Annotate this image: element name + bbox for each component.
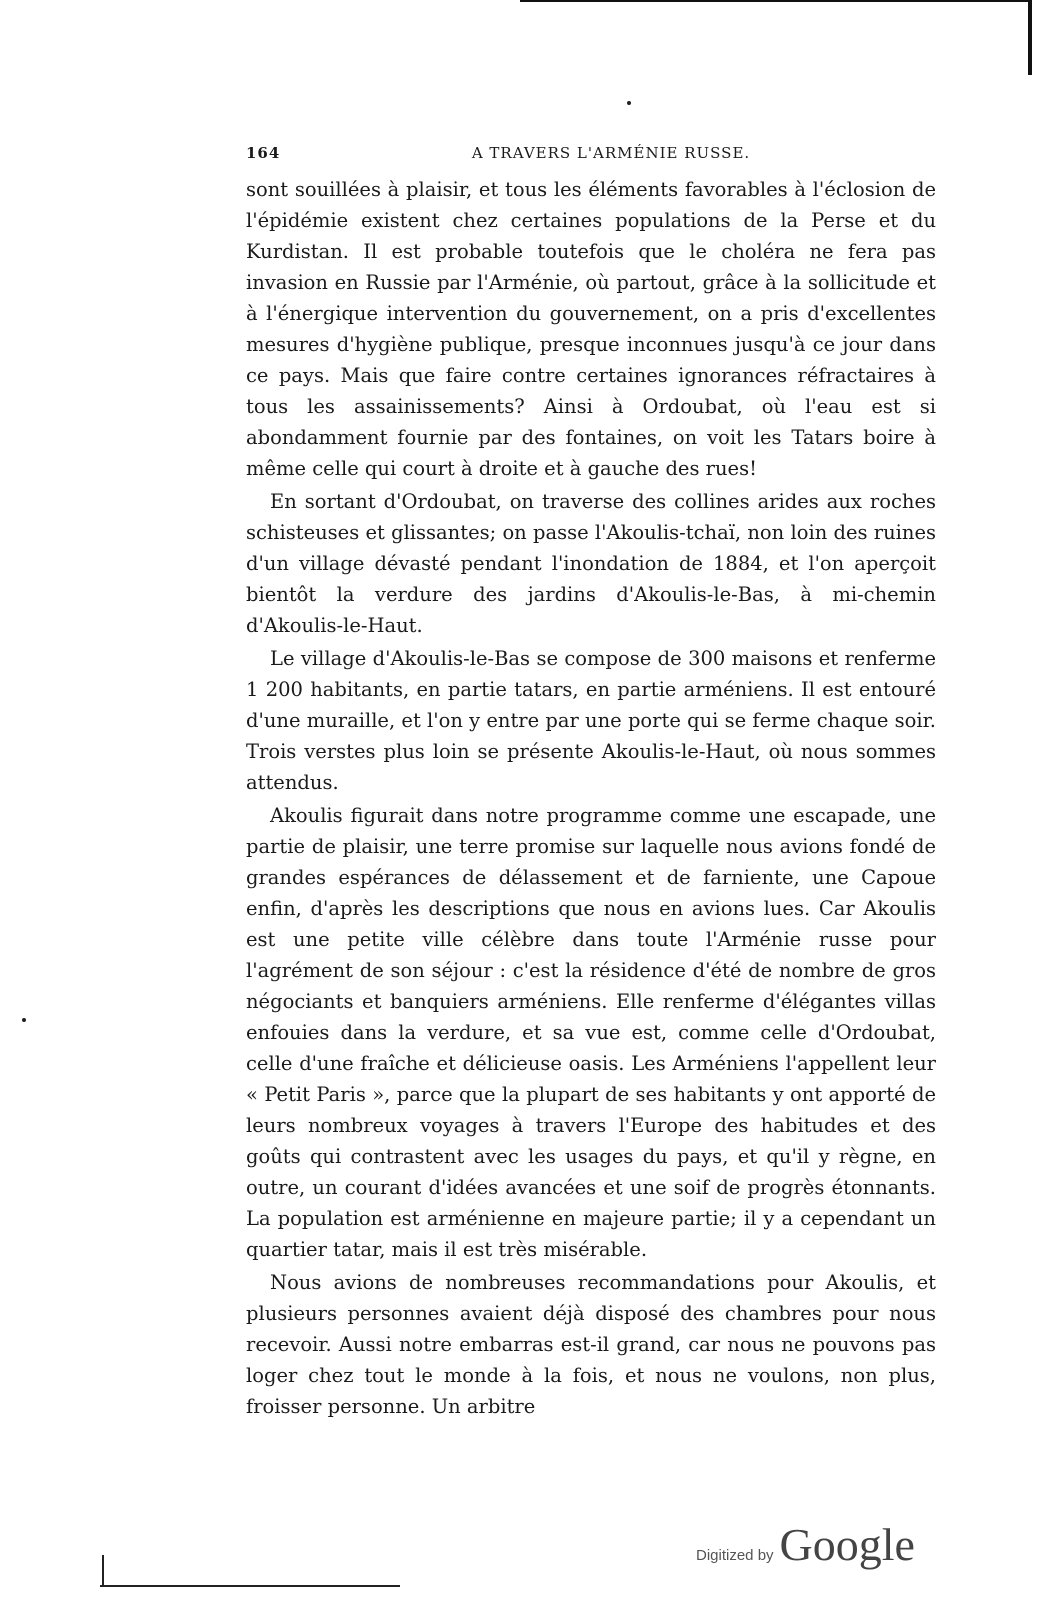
scan-edge-bottom [100, 1585, 400, 1587]
body-text [246, 174, 936, 1422]
paragraph: Nous avions de nombreuses recommandations pour Akoulis, et plusieurs personnes avaient déjà disposé des chambres pour nous recevoir. Aussi notre embarras est-il grand, car nous ne pouvons pas loger chez tout le monde à la fois, et nous ne voulons, non plus, froisser personne. Un arbitre [246, 1271, 936, 1418]
running-head [246, 144, 936, 168]
paragraph: sont souillées à plaisir, et tous les éléments favorables à l'éclosion de l'épidémie existent chez certaines populations de la Perse et du Kurdistan. Il est probable toutefois que le choléra ne fera pas invasion en Russie par l'Arménie, où partout, grâce à la sollicitude et à l'énergique intervention du gouvernement, on a pris d'excellentes mesures d'hygiène publique, presque inconnues jusqu'à ce jour dans ce pays. Mais que faire contre certaines ignorances réfractaires à tous les assainissements? Ainsi à Ordoubat, où l'eau est si abondamment fournie par des fontaines, on voit les Tatars boire à même celle qui court à droite et à gauche des rues! [246, 178, 936, 480]
digitized-label: Digitized by [696, 1547, 774, 1564]
google-logo: Google [779, 1519, 915, 1570]
paragraph: En sortant d'Ordoubat, on traverse des collines arides aux roches schisteuses et glissantes; on passe l'Akoulis-tchaï, non loin des ruines d'un village dévasté pendant l'inondation de 1884, et l'on aperçoit bientôt la verdure des jardins d'Akoulis-le-Bas, à mi-chemin d'Akoulis-le-Haut. [246, 490, 936, 637]
scan-speck [627, 101, 631, 105]
running-title: A TRAVERS L'ARMÉNIE RUSSE. [471, 144, 751, 162]
scan-edge-top [520, 0, 1030, 2]
digitized-watermark [696, 1518, 915, 1578]
scan-edge-bottom-tick [102, 1555, 104, 1585]
scan-edge-right [1028, 0, 1032, 75]
scan-speck [22, 1018, 26, 1022]
page-number: 164 [246, 144, 281, 162]
paragraph: Le village d'Akoulis-le-Bas se compose de 300 maisons et renferme 1 200 habitants, en partie tatars, en partie arméniens. Il est entouré d'une muraille, et l'on y entre par une porte qui se ferme chaque soir. Trois verstes plus loin se présente Akoulis-le-Haut, où nous sommes attendus. [246, 647, 936, 794]
paragraph: Akoulis figurait dans notre programme comme une escapade, une partie de plaisir, une terre promise sur laquelle nous avions fondé de grandes espérances de délassement et de farniente, une Capoue enfin, d'après les descriptions que nous en avions lues. Car Akoulis est une petite ville célèbre dans toute l'Arménie russe pour l'agrément de son séjour : c'est la résidence d'été de nombre de gros négociants et banquiers arméniens. Elle renferme d'élégantes villas enfouies dans la verdure, et sa vue est, comme celle d'Ordoubat, celle d'une fraîche et délicieuse oasis. Les Arméniens l'appellent leur « Petit Paris », parce que la plupart de ses habitants y ont apporté de leurs nombreux voyages à travers l'Europe des habitudes et des goûts qui contrastent avec les usages du pays, et qu'il y règne, en outre, un courant d'idées avancées et une soif de progrès étonnants. La population est arménienne en majeure partie; il y a cependant un quartier tatar, mais il est très misérable. [246, 804, 936, 1261]
